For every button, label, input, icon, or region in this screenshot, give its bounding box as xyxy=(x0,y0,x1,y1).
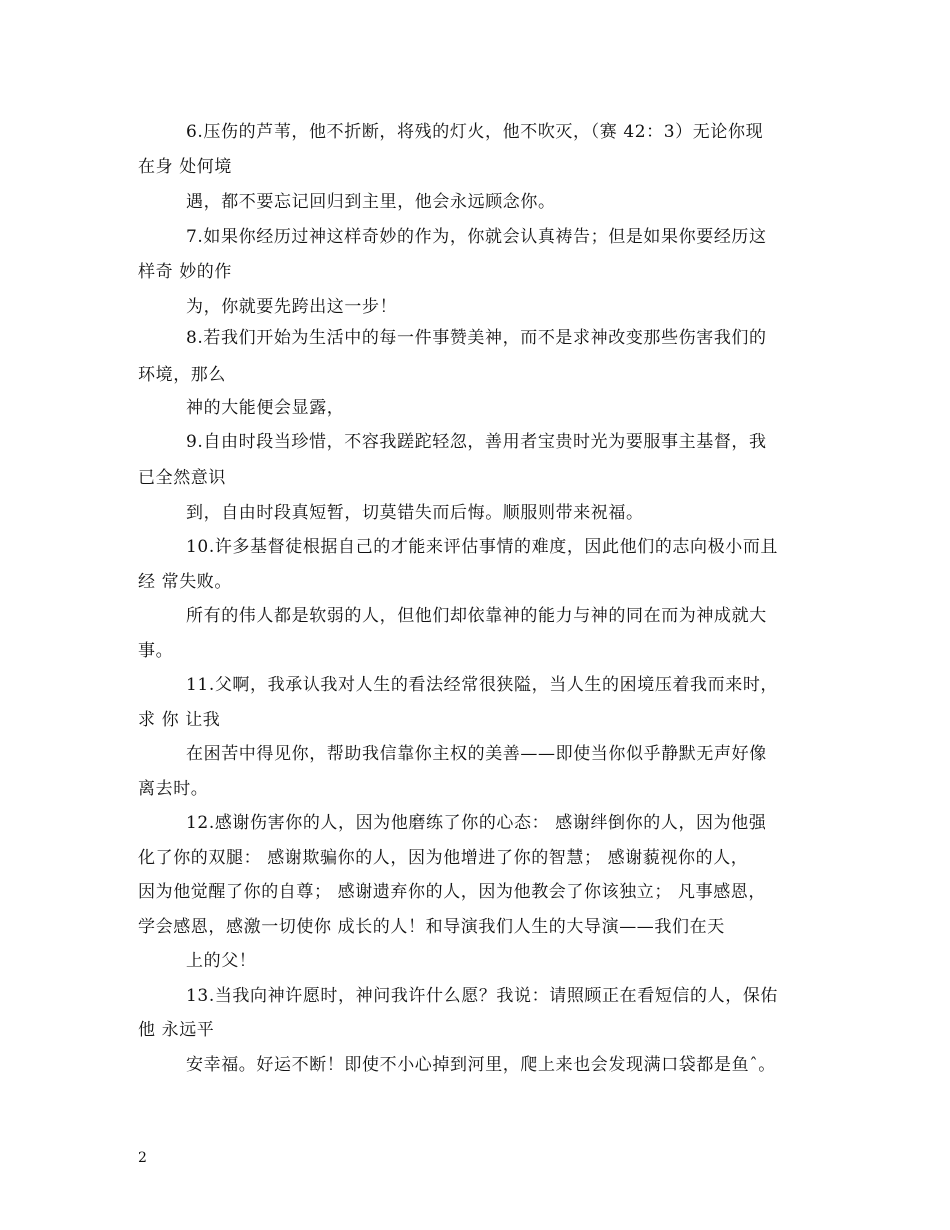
text-line: 因为他觉醒了你的自尊； 感谢遗弃你的人，因为他教会了你该独立； 凡事感恩， xyxy=(138,882,767,902)
text-line: 他 永远平 xyxy=(138,1020,215,1040)
text-line: 遇，都不要忘记回归到主里，他会永远顾念你。 xyxy=(186,192,556,212)
text-line: 在困苦中得见你，帮助我信靠你主权的美善——即使当你似乎静默无声好像 xyxy=(186,744,767,764)
text-line: 安幸福。好运不断！即使不小心掉到河里，爬上来也会发现满口袋都是鱼ˆ。 xyxy=(186,1055,776,1075)
text-line: 在身 处何境 xyxy=(138,157,233,177)
text-line: 12.感谢伤害你的人，因为他磨练了你的心态： 感谢绊倒你的人，因为他强 xyxy=(186,813,767,833)
text-line: 所有的伟人都是软弱的人，但他们却依靠神的能力与神的同在而为神成就大 xyxy=(186,606,767,626)
text-line: 已全然意识 xyxy=(138,468,226,488)
text-line: 神的大能便会显露， xyxy=(186,398,345,418)
text-line: 离去时。 xyxy=(138,779,209,799)
text-line: 7.如果你经历过神这样奇妙的作为，你就会认真祷告；但是如果你要经历这 xyxy=(186,227,767,247)
text-line: 13.当我向神许愿时，神问我许什么愿？我说：请照顾正在看短信的人，保佑 xyxy=(186,986,779,1006)
text-line: 为，你就要先跨出这一步！ xyxy=(186,297,398,317)
text-line: 11.父啊，我承认我对人生的看法经常很狭隘，当人生的困境压着我而来时， xyxy=(186,675,779,695)
text-line: 环境，那么 xyxy=(138,365,226,385)
text-line: 事。 xyxy=(138,641,174,661)
text-line: 化了你的双腿： 感谢欺骗你的人，因为他增进了你的智慧； 感谢藐视你的人， xyxy=(138,848,749,868)
text-line: 样奇 妙的作 xyxy=(138,262,233,282)
text-line: 8.若我们开始为生活中的每一件事赞美神，而不是求神改变那些伤害我们的 xyxy=(186,328,767,348)
text-line: 上的父！ xyxy=(186,951,257,971)
text-line: 求 你 让我 xyxy=(138,710,221,730)
page-number: 2 xyxy=(138,1150,147,1166)
text-line: 学会感恩，感激一切使你 成长的人！和导演我们人生的大导演——我们在天 xyxy=(138,917,725,937)
text-line: 9.自由时段当珍惜，不容我蹉跎轻忽，善用者宝贵时光为要服事主基督，我 xyxy=(186,432,767,452)
text-line: 6.压伤的芦苇，他不折断，将残的灯火，他不吹灭，（赛 42：3）无论你现 xyxy=(186,122,764,142)
text-line: 经 常失败。 xyxy=(138,572,233,592)
text-line: 到，自由时段真短暂，切莫错失而后悔。顺服则带来祝福。 xyxy=(186,503,644,523)
text-line: 10.许多基督徒根据自己的才能来评估事情的难度，因此他们的志向极小而且 xyxy=(186,537,779,557)
